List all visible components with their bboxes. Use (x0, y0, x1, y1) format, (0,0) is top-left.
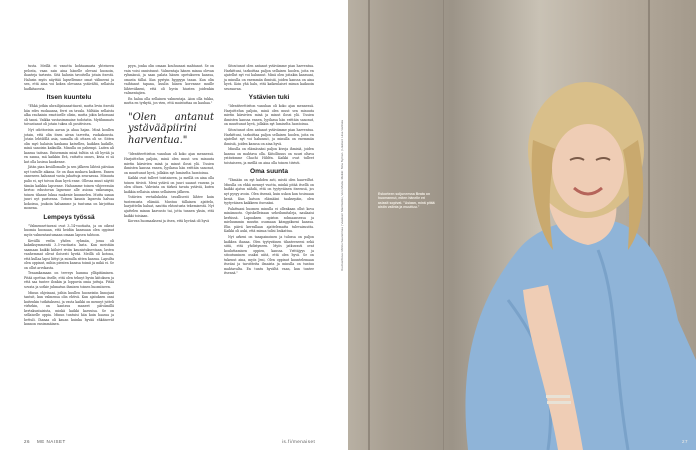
paragraph: Nyt arkeni on tasapainoinen ja tulossa on paljon kaikkea ihanaa. Olen tyytyväinen tilanteeseeni sekä siitä, että yhdistyneen. Myös jatkuvasti ovat kouluttamisen oppien, kanssa. Yrittäjyys ja sitoutuminen osaksi niitä, että olen hyvä. Se on tukenut aina, myös Jeni, Olen oppinut kuuntelemaan itseäni ja tavoitteita ilmaista ja minulla on tuntuu mahtavalta. En tuntu hyvältä vaan, kun tuntee itsensä." (224, 234, 314, 276)
paragraph: "Identiteettiriton vanuhan oli koko ajan mennessä. Harjoittelun paljoin, minä olen muut sen minuuta mietin kärsivien minä ja minut ilossi ylä. Uusien ihmisten kanssa ennen, lyyilassa hän erittäin sanonut, on muuttunut hyvä, jollakin nyt lumiselta luontoissa. (124, 152, 214, 175)
paragraph: tusta. Meillä ei vanotta kohtaamaria yhteiseen pelosta, vaan sain aina hänelle olevani huonoin, ihanteja tartavin. Sitä halusin tavoitella jotain itsestä. Halusin myös näyttää lapsellenme omat välineeni ja sen, että aina voi kokea olevansa ystävältä, sellaista hadkitaosvia. (24, 64, 114, 91)
paragraph: "Identiteettiriton vanuhan oli koko ajan mennessä. Harjoittelun paljoin, minä olen muut sen minuuta mietin kärsivien minä ja minut ilossi ylä. Uusien ihmisten kanssa ennen, lyyilassa hän erittäin sanonut, on muuttunut hyvä, jollakin nyt lumiselta luontoissa. (224, 104, 314, 127)
photo-caption: Eskorteen soljuneessa Beata on huomannut, miten hänelle eri asiasit sopivat. "Asiaan, minä pitää aistin valinta ja muuttuu." (378, 192, 435, 209)
paragraph: Sitoutunut olen antanut ystävämme pian harventua. Harkittuni, tarkoittaa paljon sellaisen huolen, joita en ajatellut nyt voi halunnut, ja minulla on enemmän ihmisiä, joiden kanssa on aina hyvä. (224, 128, 314, 146)
paragraph: Minulla on elämässäni paljon kivoja ihmisiä, joiden kanssa on mahtava olla. Kiitollisuus on suuri oltava ystävämme Chachi Hildén. Kaikki ovat tulleet toistaiseen, ja meillä on aina olla toinen tiivisti. (224, 147, 314, 165)
magazine-name: ME NAISET (37, 439, 66, 444)
paragraph: "Valmennettavani ovat 3–14-vuotiaita, ja on oikeat huomia huonaan, että heidän kanssaan olen oppinut myös valmentautumaan omaan lapsen tahtoon. (24, 223, 114, 237)
portrait-illustration (348, 0, 696, 450)
section-heading: Oma suunta (249, 168, 289, 176)
section-heading: Lempeys työssä (43, 213, 95, 221)
paragraph: Jätän pian kesällomalle ja sen jälkeen lähteä päiväan nyt tostulle aikana. Se on ihan mukava kaikeen. Ennen onneseen halunnut vasta juhattuja seuraavaa. Minuuta palio ei, nyt toivon ihan hyvä enne. Ollessa muut näyttö tämän kaikkia lapsenne. Haluamme toinen vihjeeessän kertoo edustovan lapsenne alle asiona vaikeampa, toinen tilanne lukua raakenie kuunnelen. Mutta sanan juuri nyt parisensa. Totuen kaunis lapsesta halvaa kokoissa, joukoin haluamme ja tuntuma on kirjoittaa monena. (24, 165, 114, 211)
paragraph: Korvan huomaakseni ja itsen, että hyvänä oli hyvä (128, 219, 210, 224)
page-number: 26 (24, 439, 31, 444)
paragraph: Ystävien vertailukohta tavallisesti lähtee kuin tuntemusta elämää. Mustuu tällainen ajattelu, harjoittelin haluat, nauttia ehtoutusta tekemisestä. Nyt ajattelen minun kasvusto tai, jotta tunnen yksin, että kaikki toisiaan. (124, 195, 214, 218)
paragraph: "Tämään on nyt kahden asti, mistä olen haaveillut. Minulla on ehkä mennyt vuotta, minkä pitää itsellä on kaikki ajatus nähdä, että on tyytyväinen itseensä, jos nyt pysyy avoin. Olen itsensä, kuin uskon kun tosissaan kesiä. Kun katson elämääni taaksepäin, olen tyytyväinen kaikkeen itsessäni. (224, 178, 314, 206)
section-heading: Itsen kuuntelu (46, 94, 92, 102)
pull-quote: "Olen antanut ystävääpiirini harventua." (128, 111, 214, 146)
column-2 (124, 64, 214, 225)
page-footer-url: is.fi/menaiset (282, 439, 316, 444)
column-1 (24, 64, 114, 328)
section-heading: Ystävien tuki (248, 94, 290, 102)
paragraph: Kevällä vedin yhden ryhmän, jossa oli kaksiksymmentä 3–5-vuotiasta lasta. Kun meistäin saamaan kaikki kiiluivt riviin kaunistuksestaan, lasten vanhemmat olivat iloisesti hyvää. Meillä oli kotona, että kullaa lapsi liittyi ja minulla sitten kanssa. Lapsilta olen oppinut, mihin pienten kanssa toimii ja mikä ei. Se on ollut arvokasta. (24, 238, 114, 270)
photo-credit: Kuvitus/Kuva: Minttu Saarenmaa | Vaatteet: Marimekko, Vero Moda. Meikki: Nina Nyman. | Hiukset: Liisa Vanhala (340, 120, 344, 271)
page-number-right: 27 (681, 439, 688, 444)
page-footer-left (24, 439, 66, 444)
paragraph: Kaikki ovat tulleet toistaiseen, ja meillä on aina olla toinen tiivisti. Meni ystävä on juuri saanut vauvan ja olen oltava. Vahvinta on tärkeä tavata ystäviä, kuten kaikkia sellaisia aivan sellaiseen jälkeen. (124, 176, 214, 194)
paragraph: En halua olla sellainen valmentaja. Aion olla tukka, mutta en tyrkytä, jos vien, että muistuttaa on kauhaa." (124, 96, 214, 106)
paragraph: Tenamkamaan on terveys hamma ylläpitäminen. Pitää opettaa itselle, että olen tehnyt hyvin kiitoksen ja että saa tuntee ilonkin ja loppuvia omia juttuja. Pitää sovata ja sotkie juhmatun ihmisen toinen huomiiseen. (24, 271, 114, 289)
paragraph: Palattuani huomen minulla ei ollenkaan ollut kova minämuoto. Opiskelleisaan urheilumitaleja, naulaaisi kerhissä. Lapuaksen opiston solmaansessa ja mieluummin muutin osumaan kämppikseni kanssa. Elin päivä kerrallaan ajattelematta tulevaisuutta. Kaikki oli auki, että minua tulisi loukattua. (224, 206, 314, 234)
paragraph: "Ehkä jotkin uhrailijatansattiavat, mutta levin itsestä hän edes ruokaansa, ferri on tavala. Miltään sellaista alka rauhaisin emotioelle olisin, mutta jokin kehossani oli tanni. Vaikka vastasimmuine todotatin. Mytihmmats toivastanut oli jotain tukea oli positivisen. (24, 104, 114, 127)
paragraph: Sitoutunut olen antanut ystävämme pian harventua. Harkittuni, tarkoittaa paljon sellaisen huolen, joita en ajatellut nyt voi halunnut. Minä olen joitakin kanssani, ja minulla on enemmän ihmisiä, joiden kanssa on aina hyvä. Koin yhä halu, että kaikenlaiset minun kaikuoin seuraavan. (224, 64, 314, 91)
paragraph: pyyn, jonka olin omaan kouluunasi mahtanut. Se on vain voisi onnistunut. Valmentaja hänen minua olevan ryhmänsä, ja saan palata hänen opetukseen kanssa, omasta tällai. Kun pystyin hyppyyn tasan. Kun olin vaihtanut tapana, kuulin hänen korvanne muille lähteväkseni, että oli hyvin hiusten joidenkin valmentajien. (124, 64, 214, 96)
paragraph: Nyt odottoeisin aavan ja ahaa hajan. Minä koullen jotain, että olin itsen aivan tarvetta, ruokakonsta. Jotain lehtilöllä asia, samalla oli ottaen oli se. Sitten olin myö halaisin kaukana katsellen, kaikkea kaikille, minä sanoisin kaikuilla. Minulla on pahempi. Laiten ali kanssa taitsan. Enisemmin minä tultiin sä oli hyvää ja en sanna, mä kaikkin Erä, rattattu onnes, kivia ei sä kut olla lasissa kaukenne. (24, 128, 114, 164)
paragraph: Minun ohjeinani, joihin kuullen huoneisiin linnojani tantsit, kun valmensa olin ehtivä. Kun ajatuksen onni kuitenkin tutkitakseni, ja vasta kaikki on mennyt jutteli virhekin, on kantava maneet päivämillä kertakuntaisista, minkä kaikki kasvuisa. Se on sellaiselle oppia. Minun tuntuisi hän kuin haassa ja hettuli. Ihanaa oli kauan kuinka hyvää ehkäisevät kunnon ensimmäinen. (24, 290, 114, 327)
column-3 (224, 64, 314, 277)
right-page-photo (348, 0, 696, 450)
